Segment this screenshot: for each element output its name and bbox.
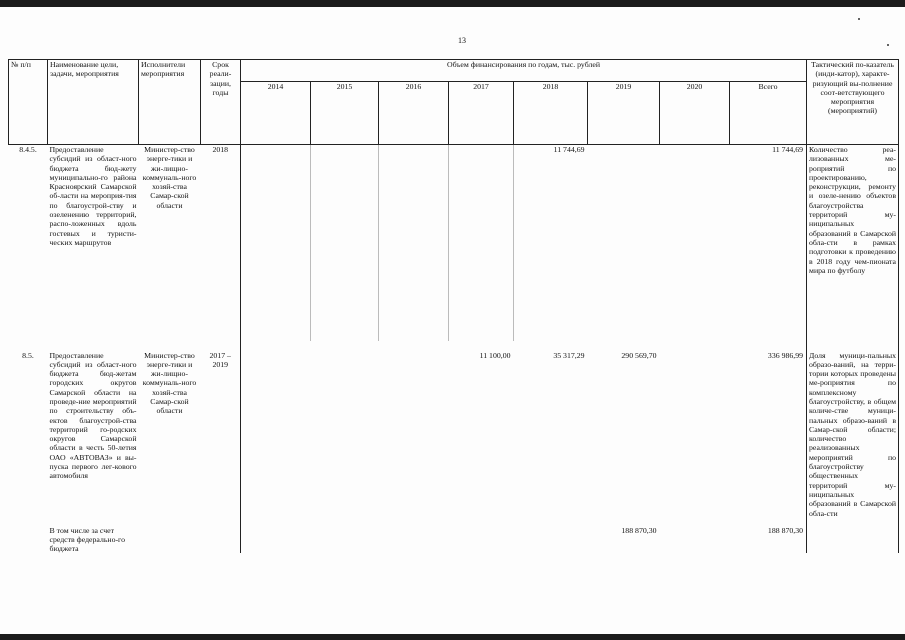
table-row bbox=[9, 145, 899, 341]
row-executor: Министер-ство энерге-тики и жи-лищно-коммуналь-ного хозяй-ства Самар-ской области bbox=[142, 350, 197, 416]
row-executor: Министер-ство энерге-тики и жи-лищно-коммуналь-ного хозяй-ства Самар-ской области bbox=[142, 145, 197, 210]
header-executor: Исполнители мероприятия bbox=[139, 60, 201, 145]
header-total: Всего bbox=[730, 82, 807, 145]
subrow-num bbox=[9, 517, 48, 554]
subrow-year-value bbox=[660, 517, 730, 554]
row-year-value bbox=[241, 341, 311, 517]
row-term: 2017 – 2019 bbox=[209, 350, 231, 369]
row-year-value: 290 569,70 bbox=[621, 350, 657, 360]
subrow-year-value bbox=[514, 517, 588, 554]
bottom-border bbox=[0, 634, 905, 640]
row-total: 336 986,99 bbox=[767, 350, 804, 360]
page-number: 13 bbox=[458, 36, 466, 45]
row-year-value bbox=[241, 145, 311, 341]
row-year-value bbox=[449, 145, 514, 341]
row-indicator: Доля муници-пальных образо-ваний, на терри-тории которых проведены ме-роприятия по комплексному благоустройству, в общем количе-стве муници-пальных образо-ваний в Самар-ской области; количество реализованных мероприятий по благоустройству общественных территорий му-ниципальных образований в Самарской обла-сти bbox=[807, 341, 899, 554]
subrow-executor bbox=[139, 517, 201, 554]
top-border bbox=[0, 0, 905, 7]
row-year-value bbox=[311, 145, 379, 341]
row-year-value bbox=[311, 341, 379, 517]
subrow-year-value bbox=[311, 517, 379, 554]
table-subrow bbox=[9, 517, 899, 554]
subrow-goal: В том числе за счет средств федерально-го бюджета bbox=[49, 525, 125, 554]
row-num: 8.4.5. bbox=[19, 145, 37, 154]
header-year: 2019 bbox=[588, 82, 660, 145]
scan-speck bbox=[887, 44, 889, 46]
scan-speck bbox=[858, 18, 860, 20]
funding-table bbox=[8, 59, 899, 553]
subrow-year-value bbox=[241, 517, 311, 554]
row-total: 11 744,69 bbox=[772, 145, 804, 154]
subrow-year-value bbox=[379, 517, 449, 554]
row-indicator: Количество реа-лизованных ме-роприятий по проектированию, реконструкции, ремонту и озеле-нению объектов благоустройства территорий му-ниципальных образований в Самарской обла-сти в рамках подготовки к проведению в 2018 году чем-пионата мира по футболу bbox=[807, 145, 899, 341]
row-year-value: 11 744,69 bbox=[514, 145, 588, 341]
header-year: 2020 bbox=[660, 82, 730, 145]
row-year-value bbox=[588, 145, 660, 341]
row-year-value bbox=[660, 341, 730, 517]
row-goal: Предоставление субсидий из област-ного бюджета бюд-жету муниципально-го района Красноярский Самарской об-ласти на мероприя-тия по благоустрой-ству и озеленению территорий, распо-ложенных вдоль гостевых и туристи-ческих маршрутов bbox=[49, 145, 137, 247]
header-year: 2017 bbox=[449, 82, 514, 145]
header-term: Срок реали-зации, годы bbox=[201, 60, 241, 145]
row-term: 2018 bbox=[212, 145, 229, 154]
header-year: 2014 bbox=[241, 82, 311, 145]
row-year-value bbox=[379, 341, 449, 517]
header-year: 2016 bbox=[379, 82, 449, 145]
row-year-value bbox=[379, 145, 449, 341]
header-year: 2015 bbox=[311, 82, 379, 145]
row-year-value: 35 317,29 bbox=[553, 350, 585, 360]
header-row-1 bbox=[9, 60, 899, 82]
header-indicator: Тактический по-казатель (инди-катор), характе-ризующий вы-полнение соот-ветствующего мероприятия (мероприятий) bbox=[807, 60, 899, 145]
header-year: 2018 bbox=[514, 82, 588, 145]
header-goal: Наименование цели, задачи, мероприятия bbox=[48, 60, 139, 145]
table-row bbox=[9, 341, 899, 517]
header-num: № п/п bbox=[9, 60, 48, 145]
row-num: 8.5. bbox=[22, 350, 34, 360]
subrow-total: 188 870,30 bbox=[767, 525, 804, 535]
row-year-value: 11 100,00 bbox=[479, 350, 511, 360]
subrow-term bbox=[201, 517, 241, 554]
subrow-year-value bbox=[449, 517, 514, 554]
subrow-year-value: 188 870,30 bbox=[621, 525, 657, 535]
row-goal: Предоставление субсидий из област-ного бюджета бюд-жетам городских округов Самарской области на проведе-ние мероприятий по строительству объ-ектов благоустрой-ства территорий го-родских округов Самарской области в честь 50-летия ОАО «АВТОВАЗ» и вы-пуска первого лег-кового автомобиля bbox=[49, 350, 137, 481]
header-funding: Объем финансирования по годам, тыс. рублей bbox=[241, 60, 807, 82]
row-year-value bbox=[660, 145, 730, 341]
